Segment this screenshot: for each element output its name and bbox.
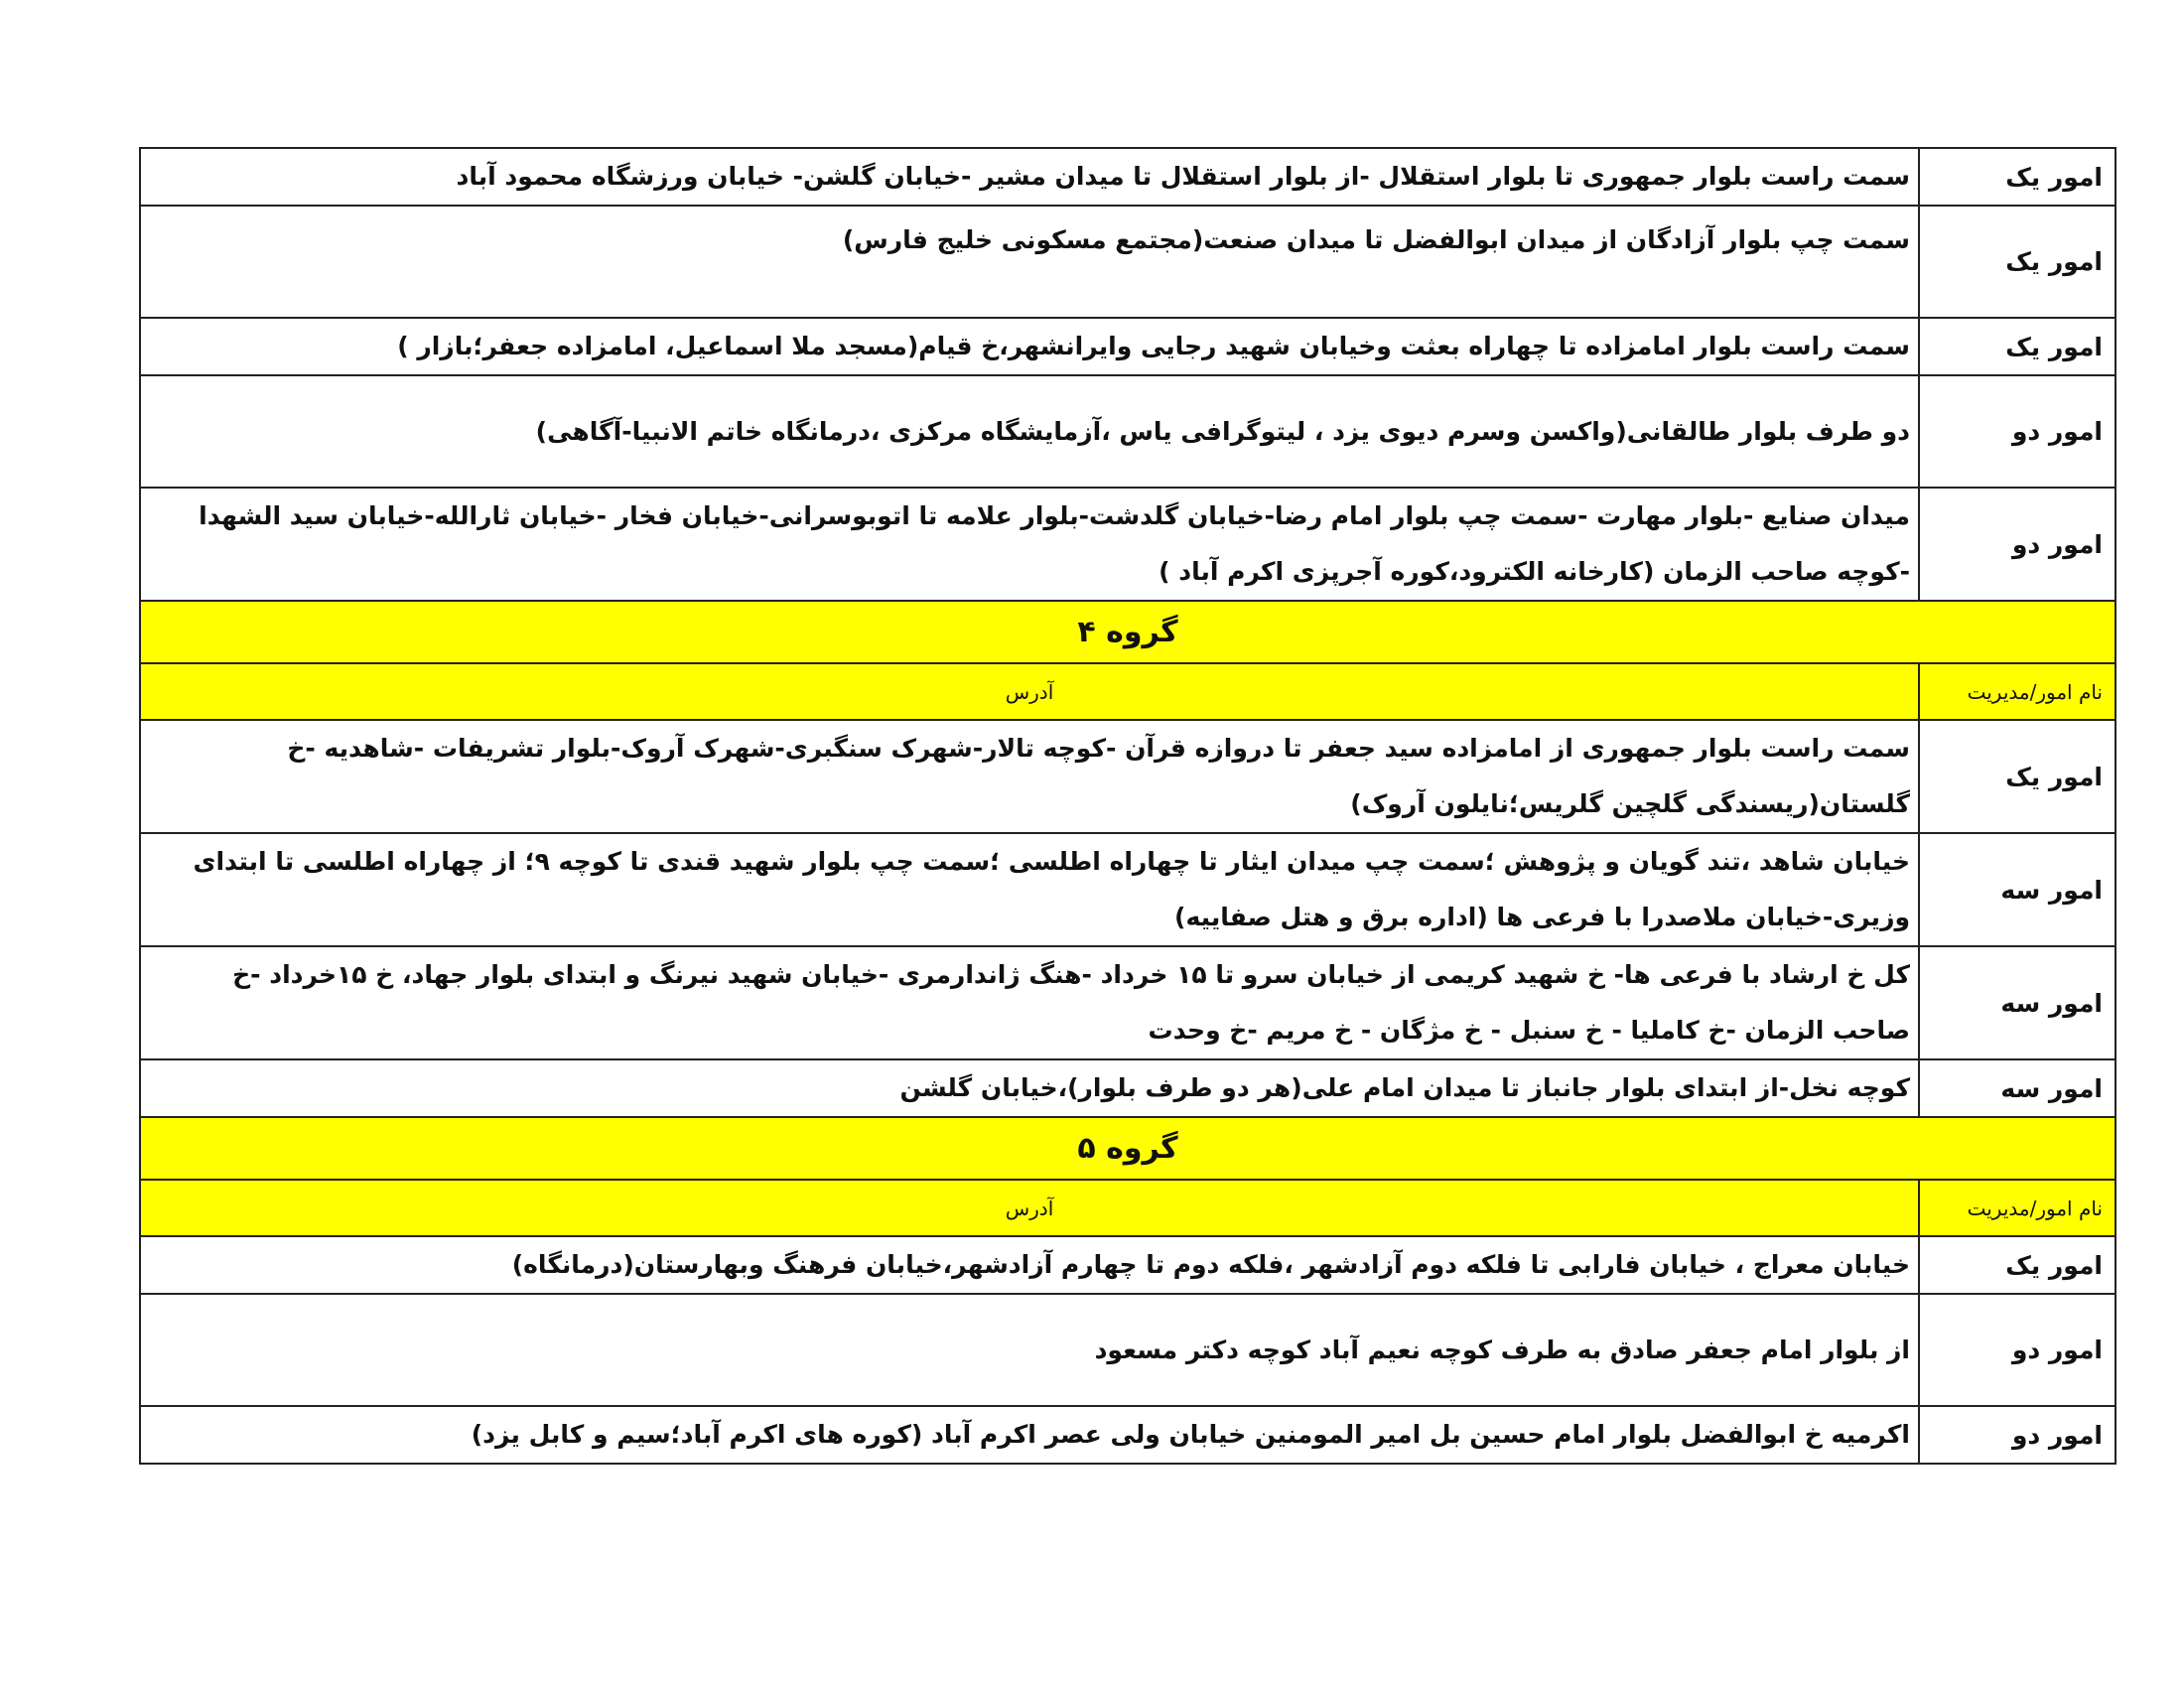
address-cell: سمت چپ بلوار آزادگان از میدان ابوالفضل تا میدان صنعت(مجتمع مسکونی خلیج فارس): [140, 206, 1919, 318]
table-row: [140, 1294, 2116, 1406]
management-cell: امور سه: [1919, 1059, 2116, 1117]
management-cell: امور یک: [1919, 148, 2116, 206]
management-cell: امور یک: [1919, 318, 2116, 375]
table-row: [140, 375, 2116, 488]
table-row: [140, 488, 2116, 601]
table-row: [140, 206, 2116, 318]
management-cell: امور دو: [1919, 1406, 2116, 1464]
column-header-management: نام امور/مدیریت: [1919, 1180, 2116, 1236]
management-cell: امور دو: [1919, 488, 2116, 601]
table-row: [140, 1406, 2116, 1464]
table-row: [140, 720, 2116, 833]
address-cell: اکرمیه خ ابوالفضل بلوار امام حسین بل امیر المومنین خیابان ولی عصر اکرم آباد (کوره های اکرم آباد؛سیم و کابل یزد): [140, 1406, 1919, 1464]
group-4-header: [140, 601, 2116, 663]
group-4-column-header: [140, 663, 2116, 720]
address-cell: از بلوار امام جعفر صادق به طرف کوچه نعیم آباد کوچه دکتر مسعود: [140, 1294, 1919, 1406]
table-row: [140, 1059, 2116, 1117]
column-header-address: آدرس: [140, 1180, 1919, 1236]
address-cell: کوچه نخل-از ابتدای بلوار جانباز تا میدان امام علی(هر دو طرف بلوار)،خیابان گلشن: [140, 1059, 1919, 1117]
management-cell: امور سه: [1919, 946, 2116, 1059]
address-cell: میدان صنایع -بلوار مهارت -سمت چپ بلوار امام رضا-خیابان گلدشت-بلوار علامه تا اتوبوسرانی-خیابان فخار -خیابان ثارالله-خیابان سید الشهدا -کوچه صاحب الزمان (کارخانه الکترود،کوره آجرپزی اکرم آباد ): [140, 488, 1919, 601]
management-cell: امور دو: [1919, 1294, 2116, 1406]
column-header-address: آدرس: [140, 663, 1919, 720]
table-row: [140, 318, 2116, 375]
table-row: [140, 946, 2116, 1059]
address-cell: خیابان معراج ، خیابان فارابی تا فلکه دوم آزادشهر ،فلکه دوم تا چهارم آزادشهر،خیابان فرهنگ وبهارستان(درمانگاه): [140, 1236, 1919, 1294]
management-cell: امور دو: [1919, 375, 2116, 488]
address-cell: سمت راست بلوار جمهوری تا بلوار استقلال -از بلوار استقلال تا میدان مشیر -خیابان گلشن- خیابان ورزشگاه محمود آباد: [140, 148, 1919, 206]
management-cell: امور سه: [1919, 833, 2116, 946]
address-cell: دو طرف بلوار طالقانی(واکسن وسرم دیوی یزد ، لیتوگرافی یاس ،آزمایشگاه مرکزی ،درمانگاه خاتم الانبیا-آگاهی): [140, 375, 1919, 488]
table-row: [140, 148, 2116, 206]
group-5-header: [140, 1117, 2116, 1180]
table-row: [140, 1236, 2116, 1294]
management-cell: امور یک: [1919, 720, 2116, 833]
column-header-management: نام امور/مدیریت: [1919, 663, 2116, 720]
table-row: [140, 833, 2116, 946]
address-cell: کل خ ارشاد با فرعی ها- خ شهید کریمی از خیابان سرو تا ۱۵ خرداد -هنگ ژاندارمری -خیابان شهید نیرنگ و ابتدای بلوار جهاد، خ ۱۵خرداد -خ صاحب الزمان -خ کاملیا - خ سنبل - خ مژگان - خ مریم -خ وحدت: [140, 946, 1919, 1059]
address-table: [139, 147, 2116, 1465]
group-5-title: گروه ۵: [140, 1117, 2116, 1180]
address-cell: سمت راست بلوار امامزاده تا چهاراه بعثت وخیابان شهید رجایی وایرانشهر،خ قیام(مسجد ملا اسماعیل، امامزاده جعفر؛بازار ): [140, 318, 1919, 375]
management-cell: امور یک: [1919, 1236, 2116, 1294]
group-5-column-header: [140, 1180, 2116, 1236]
address-cell: سمت راست بلوار جمهوری از امامزاده سید جعفر تا دروازه قرآن -کوچه تالار-شهرک سنگبری-شهرک آروک-بلوار تشریفات -شاهدیه -خ گلستان(ریسندگی گلچین گلریس؛نایلون آروک): [140, 720, 1919, 833]
management-cell: امور یک: [1919, 206, 2116, 318]
group-4-title: گروه ۴: [140, 601, 2116, 663]
address-cell: خیابان شاهد ،تند گویان و پژوهش ؛سمت چپ میدان ایثار تا چهاراه اطلسی ؛سمت چپ بلوار شهید قندی تا کوچه ۹؛ از چهاراه اطلسی تا ابتدای وزیری-خیابان ملاصدرا با فرعی ها (اداره برق و هتل صفاییه): [140, 833, 1919, 946]
